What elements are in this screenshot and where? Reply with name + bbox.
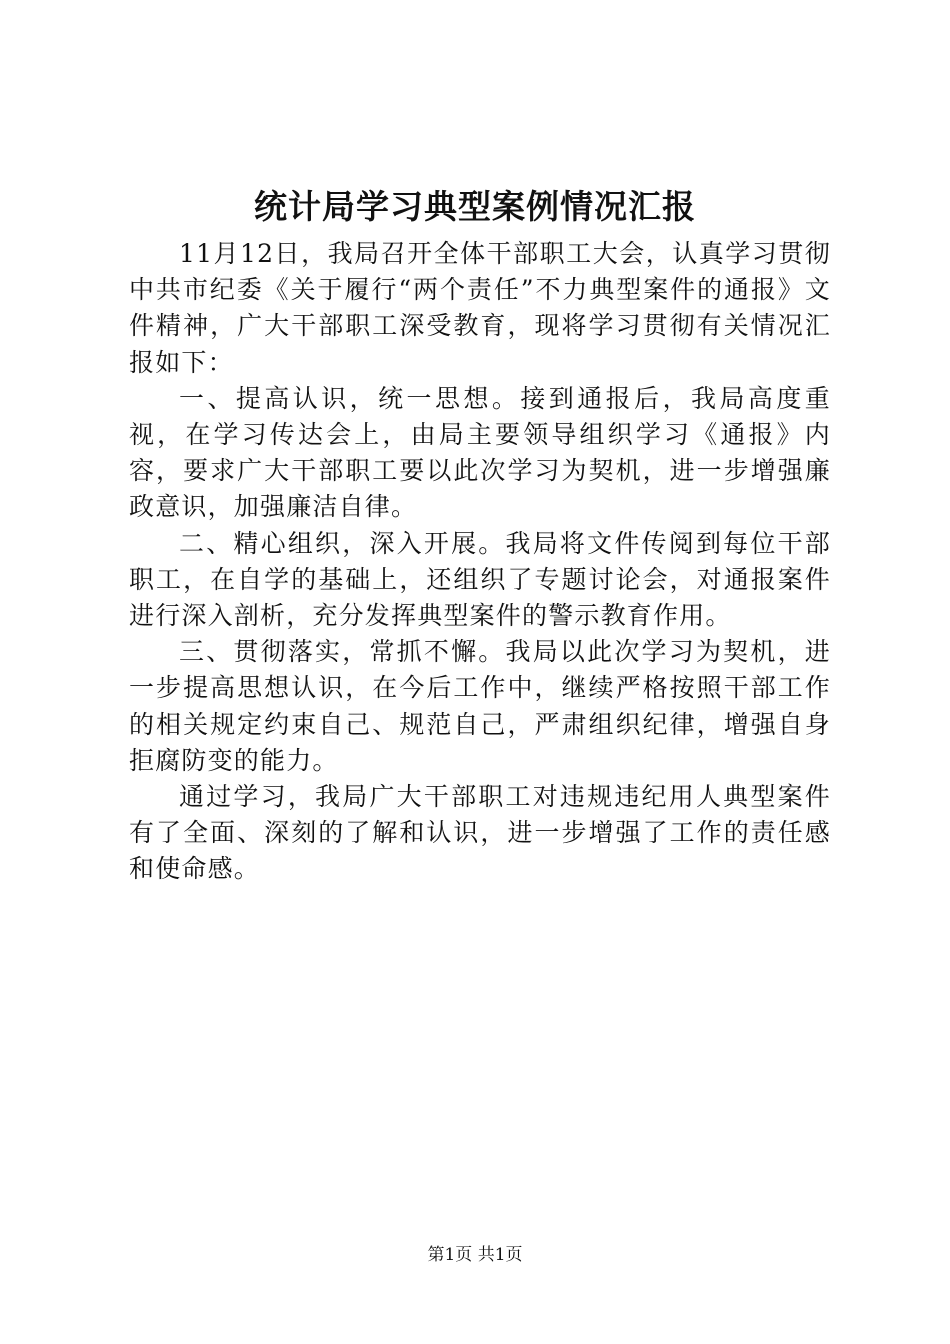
paragraph-intro: 11月12日，我局召开全体干部职工大会，认真学习贯彻中共市纪委《关于履行“两个责任”不力典型案件的通报》文件精神，广大干部职工深受教育，现将学习贯彻有关情况汇报如下： xyxy=(129,239,831,377)
paragraph-conclusion: 通过学习，我局广大干部职工对违规违纪用人典型案件有了全面、深刻的了解和认识，进一步增强了工作的责任感和使命感。 xyxy=(129,782,831,884)
document-body xyxy=(129,236,831,888)
page-footer xyxy=(0,1243,950,1267)
paragraph-point-two: 二、精心组织，深入开展。我局将文件传阅到每位干部职工，在自学的基础上，还组织了专题讨论会，对通报案件进行深入剖析，充分发挥典型案件的警示教育作用。 xyxy=(129,528,831,631)
paragraph-point-three: 三、贯彻落实，常抓不懈。我局以此次学习为契机，进一步提高思想认识，在今后工作中，继续严格按照干部工作的相关规定约束自己、规范自己，严肃组织纪律，增强自身拒腐防变的能力。 xyxy=(129,637,831,775)
paragraph-point-one: 一、提高认识，统一思想。接到通报后，我局高度重视，在学习传达会上，由局主要领导组织学习《通报》内容，要求广大干部职工要以此次学习为契机，进一步增强廉政意识，加强廉洁自律。 xyxy=(129,383,831,522)
page-total: 共1页 xyxy=(477,1245,523,1265)
page-number: 第1页 xyxy=(427,1245,473,1265)
document-title: 统计局学习典型案例情况汇报 xyxy=(254,187,696,226)
